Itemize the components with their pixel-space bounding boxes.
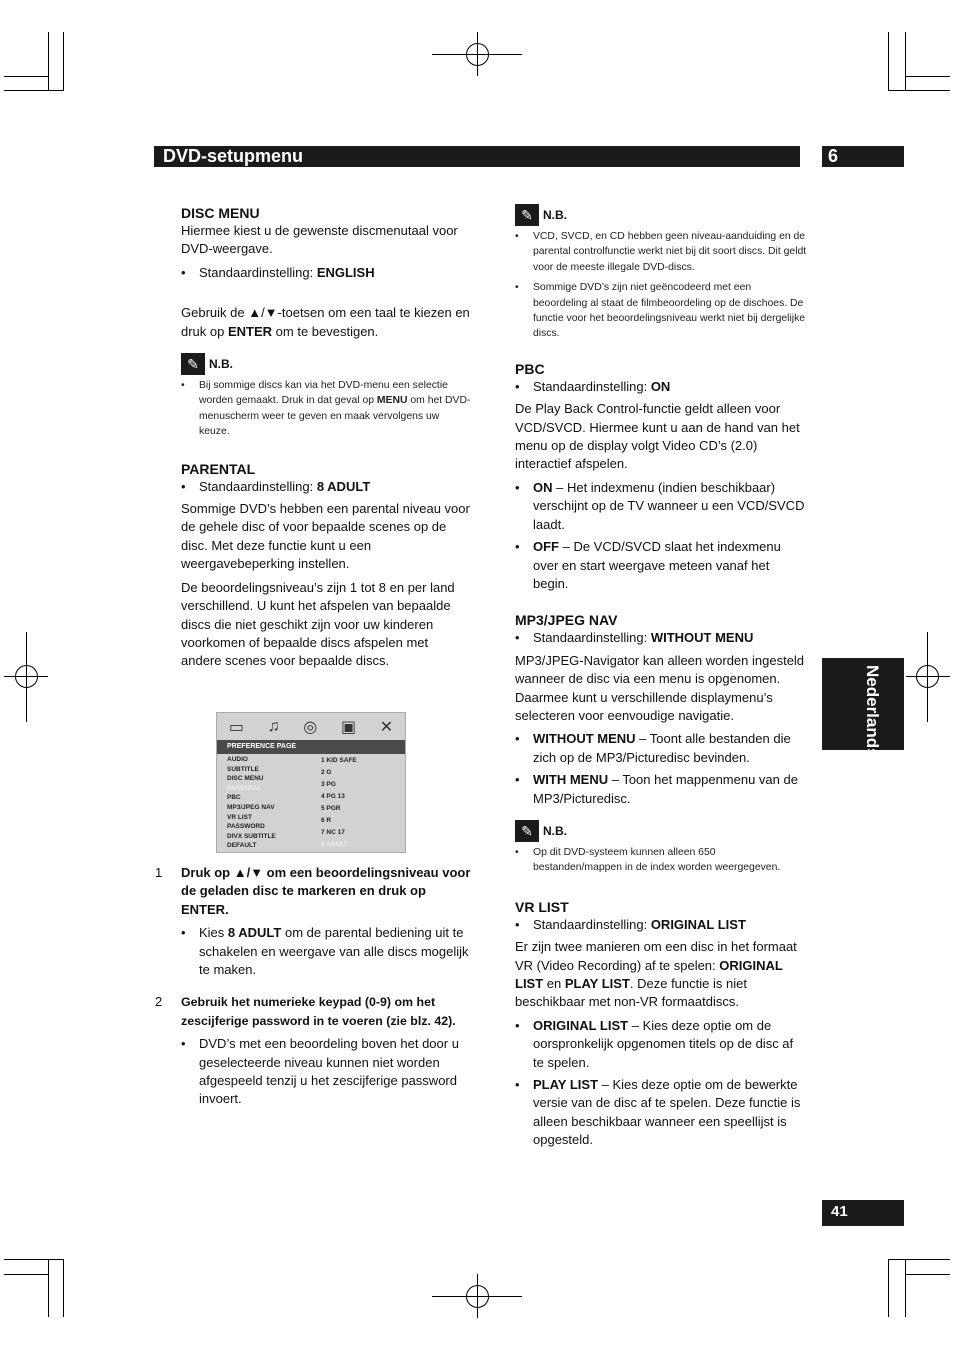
- default-value: ENGLISH: [316, 264, 375, 280]
- note-header: [181, 353, 471, 375]
- exit-icon: ✕: [379, 718, 394, 736]
- right-column: [515, 204, 807, 1154]
- note-item: • Sommige DVD’s zijn niet geëncodeerd met een beoordeling al staat de filmbeoordeling op de dischoes. De functie voor het beoordelingsniveau werkt niet bij dergelijke discs.: [515, 280, 807, 342]
- screen-menu-item: PASSWORD: [227, 823, 265, 831]
- note-item: • Op dit DVD-systeem kunnen alleen 650 bestanden/mappen in de index worden weergegeven.: [515, 845, 807, 876]
- note-block: [515, 204, 807, 342]
- step-sub-list: [181, 1035, 471, 1109]
- screen-value-item: 7 NC 17: [321, 829, 345, 836]
- screen-value-item: 6 R: [321, 817, 332, 824]
- crop-mark: [48, 1259, 49, 1317]
- note-item: • VCD, SVCD, en CD hebben geen niveau-aanduiding en de parental controlfunctie werkt niet bij dit soort discs. Dit geldt voor de meeste illegale DVD-discs.: [515, 229, 807, 275]
- parental-heading: PARENTAL: [181, 460, 256, 477]
- screen-menu-item: PARENTAL: [227, 784, 262, 792]
- vr-list-heading: VR LIST: [515, 898, 569, 915]
- default-label: Standaardinstelling:: [533, 916, 651, 932]
- vr-list-options: [515, 1017, 807, 1150]
- mp3-option-with: [515, 771, 807, 808]
- option-name: OFF: [533, 539, 559, 555]
- option-text: – Kies deze optie om de oorspronkelijk opgenomen titels op de disc af te spelen.: [533, 1017, 794, 1070]
- vr-list-paragraph: [515, 938, 807, 1012]
- option-name: WITHOUT MENU: [533, 731, 636, 747]
- disc-menu-instruction: [181, 304, 471, 341]
- vr-option-original: [515, 1017, 807, 1072]
- vr-list-default-list: [515, 916, 807, 934]
- sub-bold: 8 ADULT: [227, 925, 282, 941]
- screen-value-item: 3 PG: [321, 781, 336, 788]
- default-label: Standaardinstelling:: [533, 630, 651, 646]
- crop-mark: [4, 76, 48, 77]
- pencil-icon: ✎: [181, 353, 205, 375]
- registration-mark: [15, 665, 38, 688]
- menu-key: MENU: [376, 395, 408, 407]
- registration-mark: [466, 1285, 489, 1308]
- screen-value-list: [321, 755, 357, 851]
- disc-icon: ◎: [303, 718, 318, 736]
- preference-page-screenshot: [216, 712, 406, 853]
- sub-text: om de parental bediening uit te schakelen en weergave van alle discs mogelijk te maken.: [199, 925, 469, 978]
- default-value: ON: [650, 378, 671, 394]
- option-text: – Kies deze optie om de bewerkte versie van de disc af te spelen. Deze functie is alleen beschikbaar wanneer een speellijst is opgesteld.: [533, 1077, 801, 1148]
- pbc-heading: PBC: [515, 360, 545, 377]
- default-value: WITHOUT MENU: [650, 630, 754, 646]
- default-value: 8 ADULT: [316, 478, 371, 494]
- pbc-options: [515, 479, 807, 593]
- parental-default-list: [181, 478, 471, 496]
- crop-mark: [888, 1259, 950, 1260]
- general-setup-icon: ▭: [228, 718, 244, 736]
- note-label: N.B.: [209, 356, 233, 371]
- enter-key: ENTER: [227, 323, 273, 339]
- screen-value-item: 1 KID SAFE: [321, 757, 357, 764]
- crop-mark: [888, 1259, 889, 1317]
- crop-mark: [888, 90, 950, 91]
- screen-menu-list: [227, 755, 276, 851]
- left-column: [181, 204, 471, 676]
- crop-mark: [905, 1274, 950, 1275]
- mp3-options: [515, 730, 807, 808]
- instruction-text: Gebruik de ▲/▼-toetsen om een taal te kiezen en druk op: [181, 305, 470, 339]
- language-tab-label: Nederlands: [863, 665, 882, 758]
- note-header: [515, 204, 807, 226]
- crop-mark: [905, 32, 906, 90]
- paragraph-bold: PLAY LIST: [564, 976, 630, 991]
- paragraph-bold: ORIGINAL LIST: [515, 957, 783, 991]
- disc-menu-intro: Hiermee kiest u de gewenste discmenutaal voor DVD-weergave.: [181, 223, 458, 257]
- step-number: 1: [155, 865, 163, 880]
- page-title: DVD-setupmenu: [163, 146, 304, 166]
- registration-mark: [466, 43, 489, 66]
- screen-menu-item: VR LIST: [227, 813, 252, 821]
- screen-value-item: 4 PG 13: [321, 793, 345, 800]
- note-item: [181, 378, 471, 440]
- crop-mark: [48, 32, 49, 90]
- option-text: – Het indexmenu (indien beschikbaar) verschijnt op de TV wanneer u een VCD/SVCD laadt.: [533, 479, 805, 532]
- registration-mark: [916, 665, 939, 688]
- screen-menu-item: MP3/JPEG NAV: [227, 803, 275, 811]
- default-label: Standaardinstelling:: [199, 478, 317, 494]
- vr-option-play: [515, 1076, 807, 1150]
- pbc-option-off: [515, 538, 807, 593]
- crop-mark: [4, 1259, 64, 1260]
- screen-menu-item: PBC: [227, 794, 241, 802]
- note-block: [515, 820, 807, 876]
- pbc-default: [515, 378, 807, 396]
- step-2: [155, 993, 471, 1108]
- screen-value-item: 2 G: [321, 769, 332, 776]
- step-sub-list: [181, 924, 471, 979]
- step-1: [155, 864, 471, 979]
- default-value: ORIGINAL LIST: [650, 916, 746, 932]
- note-label: N.B.: [543, 207, 567, 222]
- step-text: Gebruik het numerieke keypad (0-9) om het zescijferige password in te voeren (zie blz. 42).: [181, 995, 456, 1028]
- screen-menu-item: DISC MENU: [227, 775, 264, 783]
- paragraph-text: en: [543, 976, 565, 991]
- parental-default: [181, 478, 471, 496]
- screen-value-item: 5 PGR: [321, 805, 341, 812]
- crop-mark: [905, 76, 950, 77]
- option-name: ON: [533, 479, 553, 495]
- screen-value-item: 8 ADULT: [321, 841, 348, 848]
- crop-mark: [63, 1259, 64, 1317]
- steps: [155, 864, 471, 1113]
- note-header: [515, 820, 807, 842]
- option-name: WITH MENU: [533, 772, 609, 788]
- note-block: [181, 353, 471, 440]
- paragraph-text: . Deze functie is niet beschikbaar met non-VR formaatdiscs.: [515, 976, 747, 1010]
- step-sub-item: • DVD’s met een beoordeling boven het door u geselecteerde niveau kunnen niet worden afgespeeld tenzij u het zescijferige password invoert.: [181, 1035, 471, 1109]
- crop-mark: [888, 32, 889, 90]
- screen-menu-item: AUDIO: [227, 756, 248, 763]
- note-text: Bij sommige discs kan via het DVD-menu een selectie worden gemaakt. Druk in dat geval op: [199, 380, 448, 407]
- instruction-text: om te bevestigen.: [272, 323, 379, 339]
- crop-mark: [63, 32, 64, 90]
- note-text: om het DVD-menuscherm weer te geven en maak vervolgens uw keuze.: [199, 395, 471, 438]
- option-text: – Toont alle bestanden die zich op de MP3/Picturedisc bevinden.: [533, 731, 791, 765]
- step-number: 2: [155, 994, 163, 1010]
- mp3-default-list: [515, 629, 807, 647]
- vr-list-default: [515, 916, 807, 934]
- option-text: – Toon het mappenmenu van de MP3/Picturedisc.: [533, 772, 798, 806]
- crop-mark: [905, 1259, 906, 1317]
- crop-mark: [4, 90, 64, 91]
- pbc-default-list: [515, 378, 807, 396]
- pencil-icon: ✎: [515, 820, 539, 842]
- disc-menu-default-list: [181, 264, 471, 282]
- parental-paragraph: Sommige DVD’s hebben een parental niveau voor de gehele disc of voor bepaalde scenes op de disc. Met deze functie kunt u een weergavebeperking instellen.: [181, 501, 470, 572]
- paragraph-text: Er zijn twee manieren om een disc in het formaat VR (Video Recording) af te spelen:: [515, 939, 797, 973]
- disc-menu-default: [181, 264, 471, 282]
- option-text: – De VCD/SVCD slaat het indexmenu over en start weergave meteen vanaf het begin.: [533, 539, 781, 591]
- mp3-heading: MP3/JPEG NAV: [515, 612, 618, 629]
- mp3-option-without: [515, 730, 807, 767]
- disc-menu-heading: DISC MENU: [181, 205, 260, 221]
- pbc-option-on: [515, 479, 807, 534]
- note-list: [515, 845, 807, 876]
- pencil-icon: ✎: [515, 204, 539, 226]
- sub-text: Kies: [199, 925, 228, 941]
- parental-paragraph: De beoordelingsniveau’s zijn 1 tot 8 en per land verschillend. U kunt het afspelen van bepaalde discs die niet geschikt zijn voor uw kinderen voorkomen of bepaalde discs afspelen met andere scenes voor bepaalde discs.: [181, 579, 455, 669]
- screen-menu-item: DIVX SUBTITLE: [227, 832, 276, 840]
- default-label: Standaardinstelling:: [199, 264, 317, 280]
- note-label: N.B.: [543, 823, 567, 838]
- screen-title-bar: PREFERENCE PAGE: [217, 740, 405, 754]
- note-list: [515, 229, 807, 342]
- screen-menu-item: DEFAULT: [227, 842, 257, 850]
- pbc-paragraph: De Play Back Control-functie geldt alleen voor VCD/SVCD. Hiermee kunt u aan de hand van het menu op de display volgt Video CD’s (2.0) interactief afspelen.: [515, 401, 800, 472]
- screen-icon-row: [217, 713, 405, 740]
- step-text: Druk op ▲/▼ om een beoordelingsniveau voor de geladen disc te markeren en druk op ENTER.: [181, 865, 471, 917]
- default-label: Standaardinstelling:: [533, 378, 651, 394]
- crop-mark: [4, 1274, 48, 1275]
- note-list: [181, 378, 471, 440]
- mp3-default: [515, 629, 807, 647]
- option-name: ORIGINAL LIST: [533, 1017, 629, 1033]
- audio-setup-icon: ♫: [267, 717, 280, 735]
- mp3-paragraph: MP3/JPEG-Navigator kan alleen worden ingesteld wanneer de disc via een menu is opgenomen. Daarmee kunt u verschillende displaymenu’s selecteren voor eenvoudige navigatie.: [515, 652, 805, 723]
- video-setup-icon: ▣: [340, 718, 357, 736]
- page-number: 41: [831, 1203, 848, 1220]
- chapter-number: 6: [828, 146, 839, 166]
- option-name: PLAY LIST: [533, 1077, 599, 1093]
- screen-menu-item: SUBTITLE: [227, 765, 259, 773]
- step-sub-item: [181, 924, 471, 979]
